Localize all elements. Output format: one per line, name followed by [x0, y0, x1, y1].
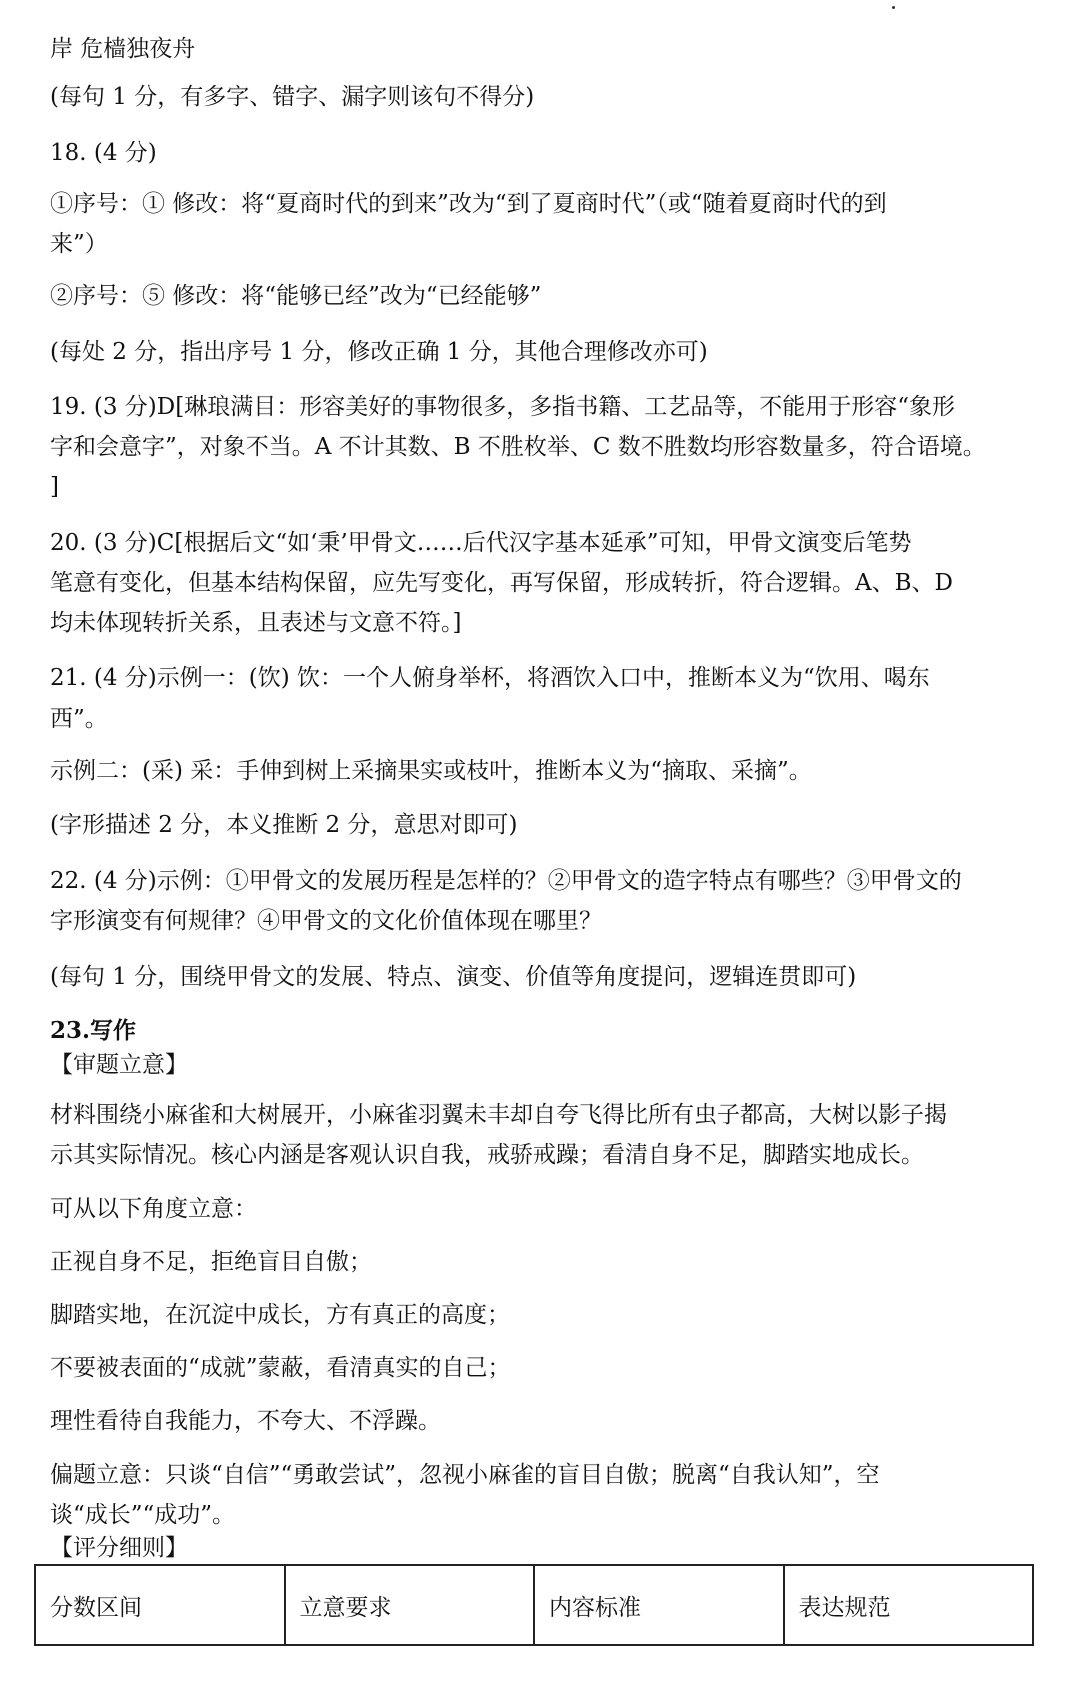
text-line: 岸 危樯独夜舟 — [50, 36, 196, 62]
text-line: 偏题立意：只谈“自信”“勇敢尝试”，忽视小麻雀的盲目自傲；脱离“自我认知”，空 — [50, 1462, 880, 1488]
text-line: 均未体现转折关系，且表述与文意不符。] — [50, 610, 462, 636]
question-header: 23.写作 — [50, 1017, 137, 1044]
question-header: 19. (3 分)D[琳琅满目：形容美好的事物很多，多指书籍、工艺品等，不能用于形容“象形 — [50, 394, 955, 420]
text-line: ] — [50, 474, 59, 500]
question-header: 22. (4 分)示例：①甲骨文的发展历程是怎样的？②甲骨文的造字特点有哪些？③甲骨文的 — [50, 868, 962, 894]
text-line: (每句 1 分，有多字、错字、漏字则该句不得分) — [50, 84, 535, 110]
text-line: 字和会意字”，对象不当。A 不计其数、B 不胜枚举、C 数不胜数均形容数量多，符合语境。 — [50, 434, 986, 460]
question-header: 21. (4 分)示例一：(饮) 饮：一个人俯身举杯，将酒饮入口中，推断本义为“饮用、喝东 — [50, 665, 930, 691]
scoring-table — [34, 1564, 1034, 1646]
section-heading: 【评分细则】 — [50, 1535, 188, 1561]
text-line: (字形描述 2 分，本义推断 2 分，意思对即可) — [50, 812, 518, 838]
text-line: ①序号：① 修改：将“夏商时代的到来”改为“到了夏商时代”（或“随着夏商时代的到 — [50, 191, 887, 217]
table-header-cell: 立意要求 — [285, 1565, 535, 1645]
text-line: 笔意有变化，但基本结构保留，应先写变化，再写保留，形成转折，符合逻辑。A、B、D — [50, 570, 953, 596]
text-line: 不要被表面的“成就”蒙蔽，看清真实的自己； — [50, 1355, 511, 1381]
text-line: 脚踏实地，在沉淀中成长，方有真正的高度； — [50, 1302, 510, 1328]
text-line: 正视自身不足，拒绝盲目自傲； — [50, 1249, 372, 1275]
text-line: 可从以下角度立意： — [50, 1196, 257, 1222]
text-line: 字形演变有何规律？④甲骨文的文化价值体现在哪里？ — [50, 908, 602, 934]
text-line: (每句 1 分，围绕甲骨文的发展、特点、演变、价值等角度提问，逻辑连贯即可) — [50, 964, 857, 990]
speck — [892, 6, 895, 9]
text-line: 示其实际情况。核心内涵是客观认识自我，戒骄戒躁；看清自身不足，脚踏实地成长。 — [50, 1142, 924, 1168]
text-line: 理性看待自我能力，不夸大、不浮躁。 — [50, 1408, 441, 1434]
text-line: 来”） — [50, 231, 108, 257]
table-header-row — [35, 1565, 1033, 1645]
text-line: 谈“成长”“成功”。 — [50, 1502, 236, 1528]
text-line: 西”。 — [50, 706, 108, 732]
text-line: (每处 2 分，指出序号 1 分，修改正确 1 分，其他合理修改亦可) — [50, 339, 708, 365]
question-header: 18. (4 分) — [50, 140, 157, 166]
table-header-cell: 表达规范 — [784, 1565, 1034, 1645]
question-header: 20. (3 分)C[根据后文“如‘秉’甲骨文……后代汉字基本延承”可知，甲骨文演变后笔势 — [50, 530, 912, 556]
table-header-cell: 内容标准 — [534, 1565, 784, 1645]
text-line: 示例二：(采) 采：手伸到树上采摘果实或枝叶，推断本义为“摘取、采摘”。 — [50, 758, 812, 784]
table-header-cell: 分数区间 — [35, 1565, 285, 1645]
text-line: 材料围绕小麻雀和大树展开，小麻雀羽翼未丰却自夸飞得比所有虫子都高，大树以影子揭 — [50, 1102, 947, 1128]
text-line: ②序号：⑤ 修改：将“能够已经”改为“已经能够” — [50, 283, 542, 309]
section-heading: 【审题立意】 — [50, 1052, 188, 1078]
